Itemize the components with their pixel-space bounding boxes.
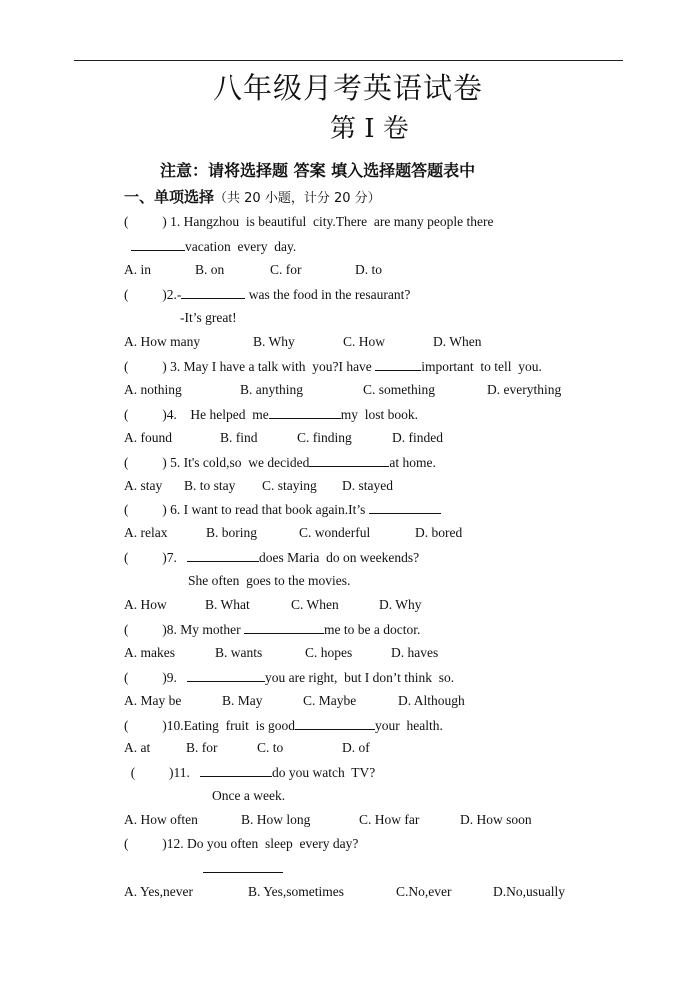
option: D. Why xyxy=(379,597,422,612)
question-2 xyxy=(124,286,410,303)
question-12-blank-line xyxy=(203,860,283,877)
option: D. to xyxy=(355,262,382,277)
answer-blank xyxy=(203,860,283,873)
option: C. How far xyxy=(359,812,420,827)
q9-text: ( )9. xyxy=(124,670,187,685)
q6-text: ( ) 6. I want to read that book again.It’s xyxy=(124,502,369,517)
option: D. finded xyxy=(392,430,443,445)
option: A. makes xyxy=(124,645,175,660)
option: A. in xyxy=(124,262,151,277)
q10-text: ( )10.Eating fruit is good xyxy=(124,718,295,733)
option: A. stay xyxy=(124,478,163,493)
answer-blank xyxy=(375,358,421,371)
header-rule xyxy=(74,60,623,61)
question-7 xyxy=(124,549,419,566)
option: A. nothing xyxy=(124,382,182,397)
q2-after: was the food in the resaurant? xyxy=(245,287,411,302)
answer-blank xyxy=(295,717,375,730)
option: B. Yes,sometimes xyxy=(248,884,345,899)
q1-cont-text: vacation every day. xyxy=(185,239,297,254)
option: A. relax xyxy=(124,525,168,540)
option: B. boring xyxy=(206,525,258,540)
option: C. finding xyxy=(297,430,352,445)
question-12: ( )12. Do you often sleep every day? xyxy=(124,836,359,851)
question-11 xyxy=(124,764,375,781)
q5-text: ( ) 5. It's cold,so we decided xyxy=(124,455,310,470)
option: B. How long xyxy=(241,812,311,827)
option: C. for xyxy=(270,262,302,277)
option: B. Why xyxy=(253,334,295,349)
exam-notice: 注意：请将选择题 答案 填入选择题答题表中 xyxy=(160,161,476,180)
answer-blank xyxy=(369,501,441,514)
option: B. wants xyxy=(215,645,263,660)
option: A. found xyxy=(124,430,172,445)
question-11-reply: Once a week. xyxy=(212,788,286,803)
answer-blank xyxy=(200,764,272,777)
q3-after: important to tell you. xyxy=(421,359,542,374)
q2-text: ( )2.- xyxy=(124,287,182,302)
section-heading xyxy=(124,186,381,207)
question-4 xyxy=(124,406,418,423)
answer-blank xyxy=(187,549,259,562)
option: D. How soon xyxy=(460,812,532,827)
answer-blank xyxy=(187,669,265,682)
option: C. wonderful xyxy=(299,525,371,540)
option: B. What xyxy=(205,597,250,612)
option: A. How xyxy=(124,597,167,612)
option: A. Yes,never xyxy=(124,884,193,899)
option: B. for xyxy=(186,740,218,755)
option: C. hopes xyxy=(305,645,353,660)
option: D. bored xyxy=(415,525,463,540)
option: B. on xyxy=(195,262,225,277)
option: C. Maybe xyxy=(303,693,357,708)
option: B. to stay xyxy=(184,478,236,493)
option: C. How xyxy=(343,334,386,349)
question-6 xyxy=(124,501,441,518)
question-2-reply: -It’s great! xyxy=(180,310,237,325)
option: D. haves xyxy=(391,645,439,660)
q7-after: does Maria do on weekends? xyxy=(259,550,420,565)
question-3 xyxy=(124,358,542,375)
q4-text: ( )4. He helped me xyxy=(124,407,269,422)
question-8 xyxy=(124,621,420,638)
q3-text: ( ) 3. May I have a talk with you?I have xyxy=(124,359,376,374)
option: A. How often xyxy=(124,812,198,827)
question-5 xyxy=(124,454,436,471)
option: A. at xyxy=(124,740,151,755)
answer-blank xyxy=(244,621,324,634)
option: B. anything xyxy=(240,382,303,397)
q11-text: ( )11. xyxy=(124,765,200,780)
option: D. stayed xyxy=(342,478,393,493)
answer-blank xyxy=(131,238,185,251)
option: D. When xyxy=(433,334,482,349)
question-1: ( ) 1. Hangzhou is beautiful city.There are many people there xyxy=(124,214,494,229)
answer-blank xyxy=(181,286,245,299)
option: A. May be xyxy=(124,693,182,708)
question-7-reply: She often goes to the movies. xyxy=(188,573,351,588)
option: C. staying xyxy=(262,478,317,493)
section-note: （共 20 小题，计分 20 分） xyxy=(214,191,381,206)
option: D. everything xyxy=(487,382,562,397)
option: D. of xyxy=(342,740,370,755)
q10-after: your health. xyxy=(374,718,443,733)
option: D. Although xyxy=(398,693,465,708)
option: A. How many xyxy=(124,334,201,349)
option: B. May xyxy=(222,693,263,708)
answer-blank xyxy=(269,406,341,419)
question-1-cont xyxy=(131,238,296,255)
q5-after: at home. xyxy=(389,455,436,470)
q11-after: do you watch TV? xyxy=(272,765,376,780)
q8-text: ( )8. My mother xyxy=(124,622,244,637)
section-title: 一、单项选择 xyxy=(124,188,215,206)
option: C. to xyxy=(257,740,284,755)
question-10 xyxy=(124,717,443,734)
option: B. find xyxy=(220,430,258,445)
option: D.No,usually xyxy=(493,884,565,899)
q8-after: me to be a doctor. xyxy=(323,622,421,637)
option: C. something xyxy=(363,382,436,397)
option: C.No,ever xyxy=(396,884,452,899)
q9-after: you are right, but I don’t think so. xyxy=(265,670,455,685)
exam-subtitle: 第 I 卷 xyxy=(330,114,409,144)
q4-after: my lost book. xyxy=(340,407,418,422)
answer-blank xyxy=(309,454,389,467)
exam-title: 八年级月考英语试卷 xyxy=(212,71,483,105)
q7-text: ( )7. xyxy=(124,550,187,565)
option: C. When xyxy=(291,597,339,612)
question-9 xyxy=(124,669,454,686)
